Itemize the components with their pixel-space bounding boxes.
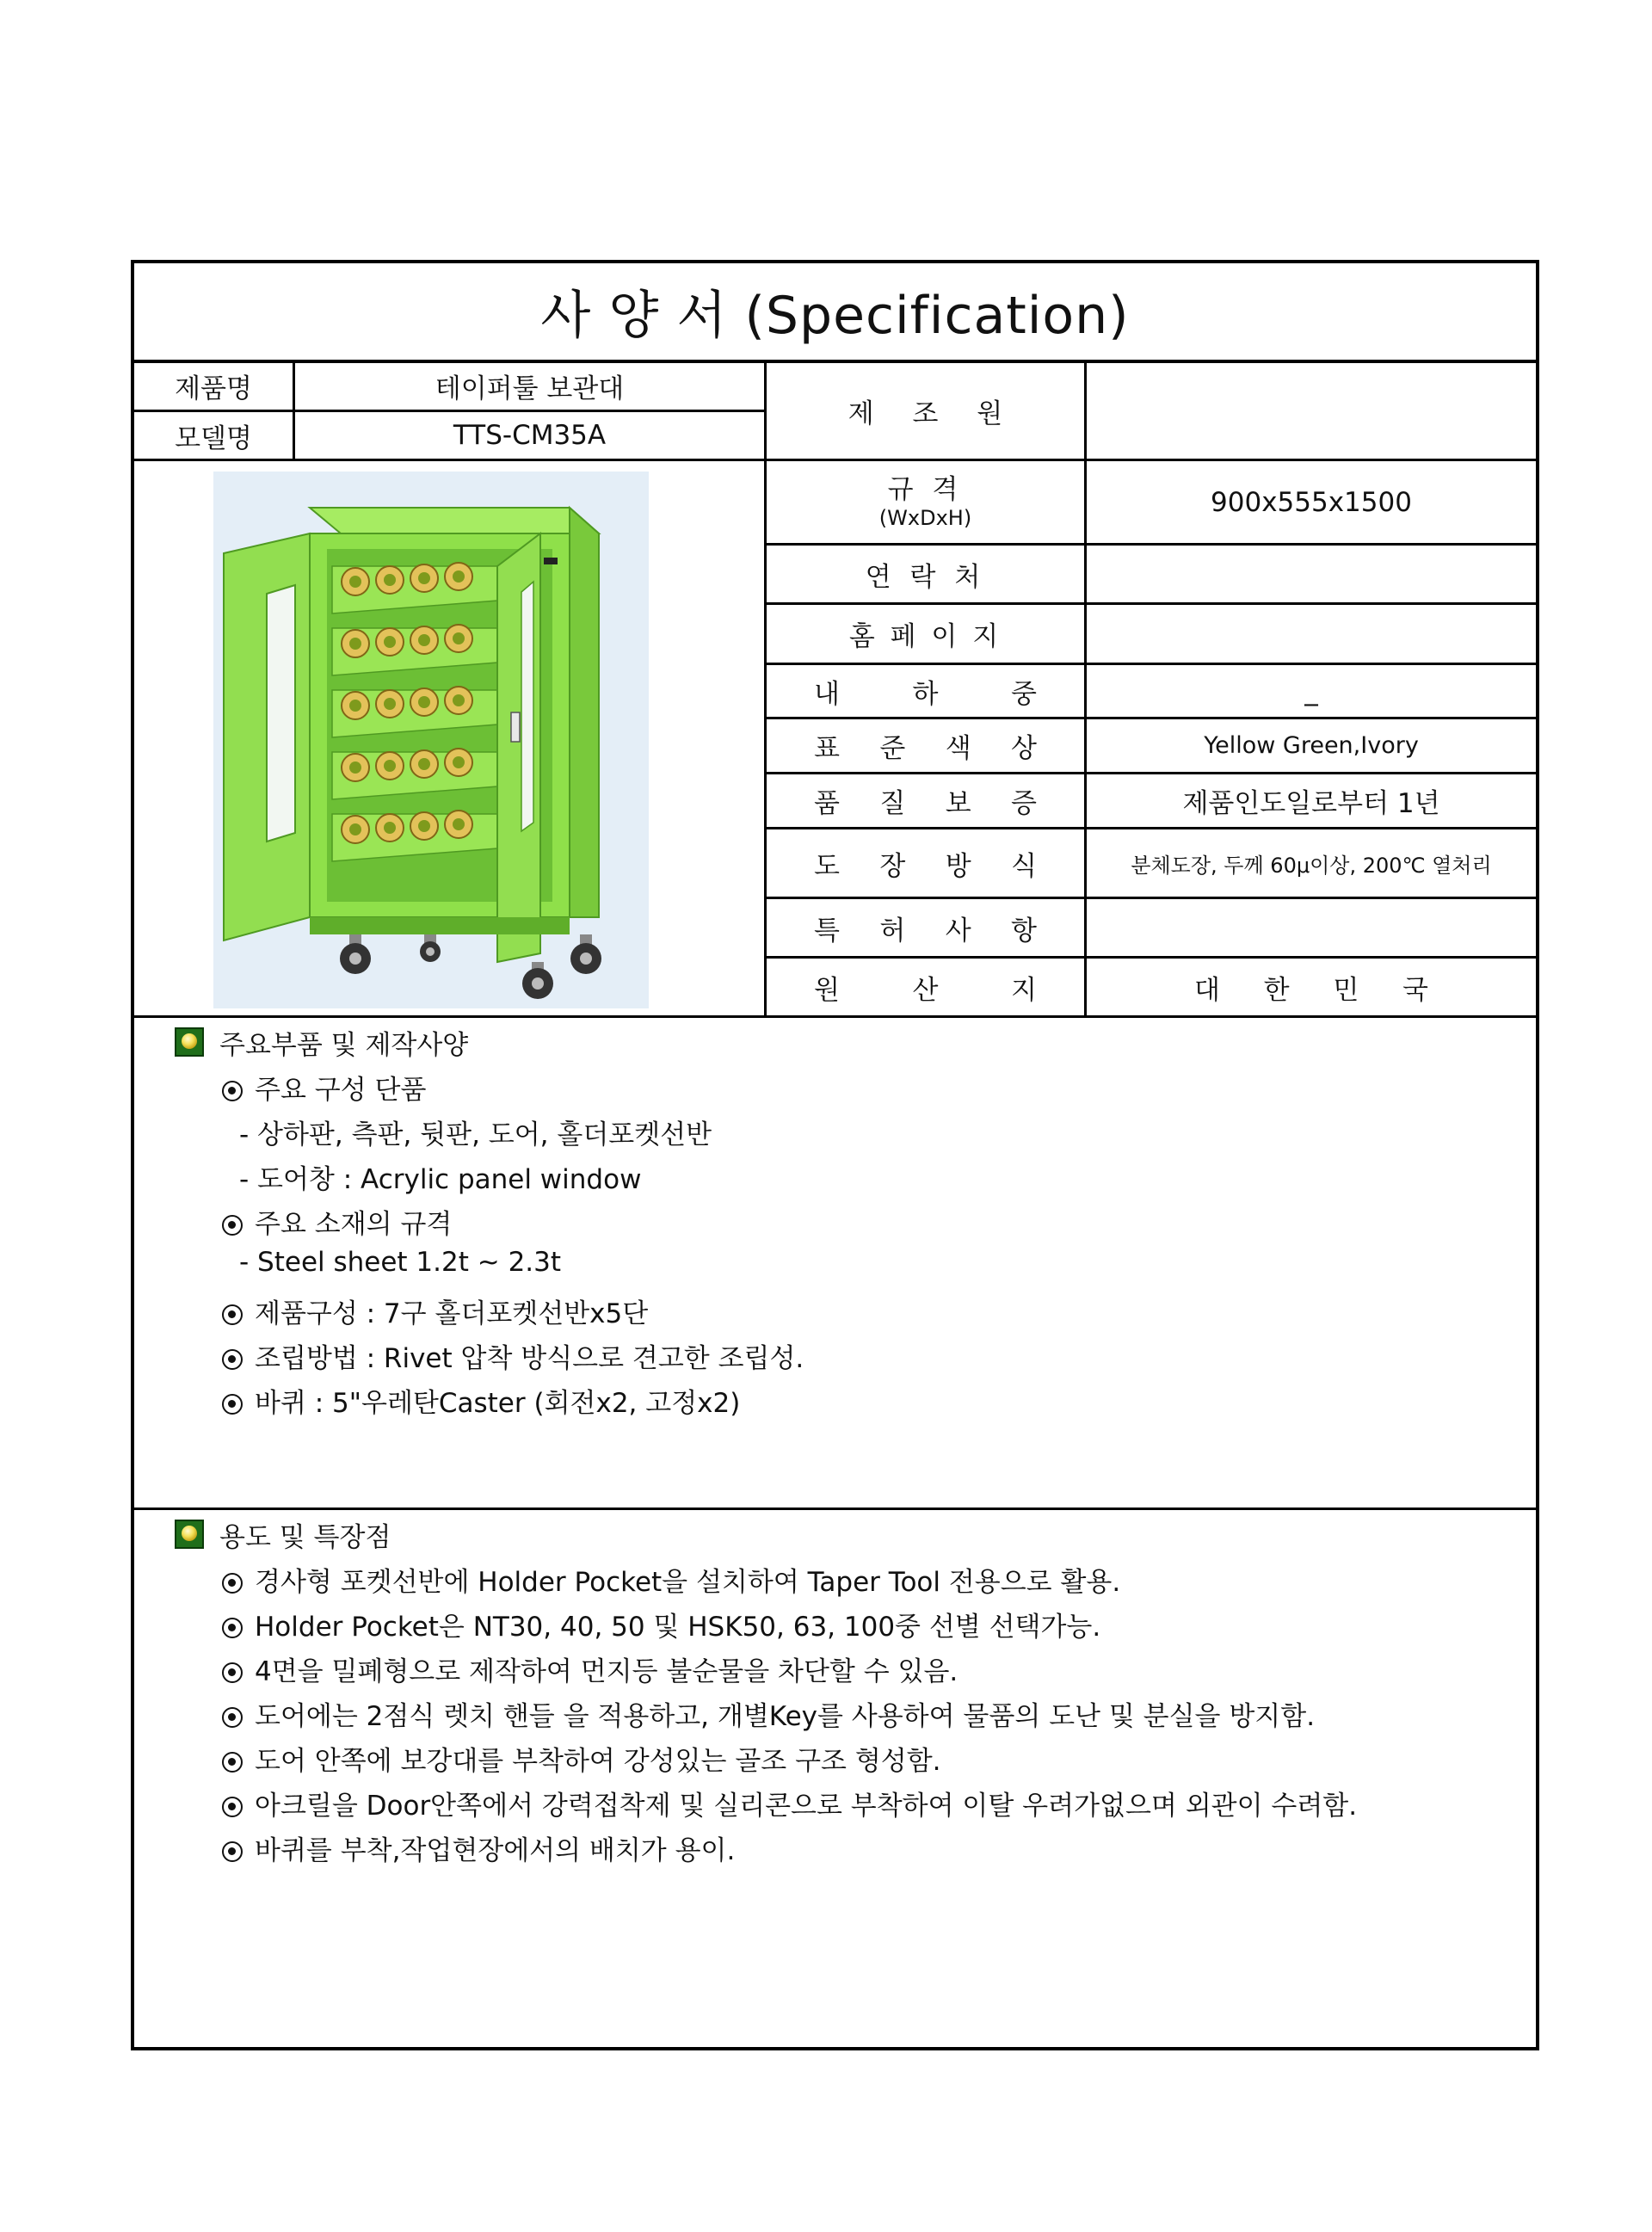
circled-dot-icon xyxy=(222,1081,243,1101)
list-item: Holder Pocket은 NT30, 40, 50 및 HSK50, 63, 100중 선별 선택가능. xyxy=(222,1605,1100,1643)
size-value: 900x555x1500 xyxy=(1211,486,1412,518)
grid-line xyxy=(131,1015,1539,1018)
load-value: _ xyxy=(1304,675,1318,706)
list-item: 주요 구성 단품 xyxy=(222,1068,426,1107)
circled-dot-icon xyxy=(222,1215,243,1236)
circled-dot-icon xyxy=(222,1841,243,1862)
circled-dot-icon xyxy=(222,1707,243,1728)
manufacturer-label: 제 조 원 xyxy=(848,398,1003,429)
circled-dot-icon xyxy=(222,1618,243,1638)
product-name-value: 테이퍼툴 보관대 xyxy=(435,373,625,404)
patent-value xyxy=(1087,899,1536,956)
list-item: 경사형 포켓선반에 Holder Pocket을 설치하여 Taper Tool 전용으로 활용. xyxy=(222,1560,1120,1599)
circled-dot-icon xyxy=(222,1662,243,1683)
list-item: 바퀴를 부착,작업현장에서의 배치가 용이. xyxy=(222,1828,735,1867)
section-bullet-icon xyxy=(175,1520,204,1549)
list-item: - Steel sheet 1.2t ~ 2.3t xyxy=(239,1247,562,1278)
warranty-label: 품 질 보 증 xyxy=(814,788,1037,819)
list-item: 도어 안쪽에 보강대를 부착하여 강성있는 골조 구조 형성함. xyxy=(222,1739,941,1778)
coating-label: 도 장 방 식 xyxy=(814,850,1037,882)
list-item: 제품구성 : 7구 홀더포켓선반x5단 xyxy=(222,1292,648,1330)
list-item: 아크릴을 Door안쪽에서 강력접착제 및 실리콘으로 부착하여 이탈 우려가없으며 외관이 수려함. xyxy=(222,1784,1357,1822)
list-item: 조립방법 : Rivet 압착 방식으로 견고한 조립성. xyxy=(222,1336,804,1375)
product-name-label: 제품명 xyxy=(175,373,252,404)
section-bullet-icon xyxy=(175,1027,204,1057)
origin-value: 대 한 민 국 xyxy=(1194,974,1428,1006)
list-item: 주요 소재의 규격 xyxy=(222,1202,452,1241)
circled-dot-icon xyxy=(222,1797,243,1817)
list-item: 도어에는 2점식 렛치 핸들 을 적용하고, 개별Key를 사용하여 물품의 도난 및 분실을 방지함. xyxy=(222,1694,1315,1733)
circled-dot-icon xyxy=(222,1349,243,1370)
load-label: 내 하 중 xyxy=(814,678,1037,710)
homepage-label: 홈 페 이 지 xyxy=(848,621,1002,652)
list-item: 바퀴 : 5"우레탄Caster (회전x2, 고정x2) xyxy=(222,1381,740,1420)
origin-label: 원 산 지 xyxy=(814,974,1037,1006)
list-item: 4면을 밀폐형으로 제작하여 먼지등 불순물을 차단할 수 있음. xyxy=(222,1649,958,1688)
patent-label: 특 허 사 항 xyxy=(814,915,1037,946)
circled-dot-icon xyxy=(222,1394,243,1415)
product-photo xyxy=(213,472,649,1008)
circled-dot-icon xyxy=(222,1752,243,1773)
contact-label: 연 락 처 xyxy=(865,561,986,593)
size-label: 규 격 (WxDxH) xyxy=(878,473,972,530)
manufacturer-value xyxy=(1087,362,1536,459)
list-item: - 도어창 : Acrylic panel window xyxy=(239,1164,642,1195)
page-title: 사 양 서 (Specification) xyxy=(134,263,1536,363)
list-item: - 상하판, 측판, 뒷판, 도어, 홀더포켓선반 xyxy=(239,1119,712,1150)
color-value: Yellow Green,Ivory xyxy=(1204,732,1419,759)
homepage-value xyxy=(1087,605,1536,663)
features-section-heading: 용도 및 특장점 xyxy=(175,1514,391,1554)
circled-dot-icon xyxy=(222,1573,243,1594)
circled-dot-icon xyxy=(222,1304,243,1325)
parts-section-heading: 주요부품 및 제작사양 xyxy=(175,1022,468,1062)
warranty-value: 제품인도일로부터 1년 xyxy=(1182,788,1440,819)
coating-value: 분체도장, 두께 60μ이상, 200℃ 열처리 xyxy=(1131,853,1492,878)
color-label: 표 준 색 상 xyxy=(814,733,1037,764)
grid-line xyxy=(131,1508,1539,1510)
model-label: 모델명 xyxy=(175,422,252,454)
model-value: TTS-CM35A xyxy=(453,420,607,451)
contact-value xyxy=(1087,546,1536,602)
